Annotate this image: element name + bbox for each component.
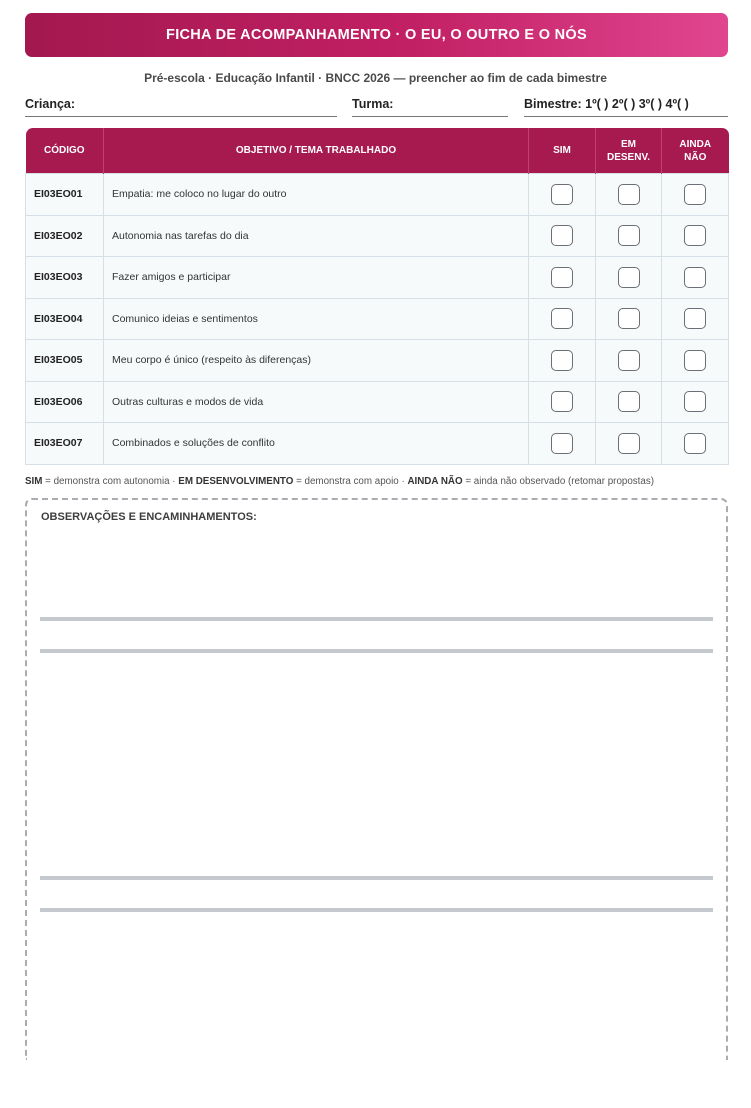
row-objective: Combinados e soluções de conflito [104,423,529,465]
row-code: EI03EO04 [26,298,104,340]
ainda-nao-cell [662,298,729,340]
sim-checkbox[interactable] [551,433,573,454]
ainda-nao-cell [662,340,729,382]
observations-box[interactable] [25,498,728,1060]
page-title-banner [25,13,728,57]
page-title: FICHA DE ACOMPANHAMENTO · O EU, O OUTRO E O NÓS [166,27,587,43]
legend [25,476,654,487]
ainda-nao-checkbox[interactable] [684,350,706,371]
ainda-nao-cell [662,215,729,257]
table-row [26,381,729,423]
em-desenv-cell [596,298,662,340]
em-desenv-checkbox[interactable] [618,225,640,246]
em-desenv-cell [596,340,662,382]
header-em-desenv [596,128,662,174]
legend-sim-text: = demonstra com autonomia · [42,476,179,487]
table-header-row [26,128,729,174]
ainda-nao-checkbox[interactable] [684,433,706,454]
sim-cell [529,381,596,423]
writing-line [40,876,713,880]
row-objective: Outras culturas e modos de vida [104,381,529,423]
header-objetivo: OBJETIVO / TEMA TRABALHADO [104,128,529,174]
em-desenv-checkbox[interactable] [618,267,640,288]
em-desenv-cell [596,215,662,257]
crianca-label: Criança: [25,97,76,111]
row-objective: Meu corpo é único (respeito às diferenças) [104,340,529,382]
ainda-nao-cell [662,174,729,216]
legend-nao-label: AINDA NÃO [407,476,463,487]
ainda-nao-checkbox[interactable] [684,391,706,412]
ainda-nao-cell [662,423,729,465]
ainda-nao-checkbox[interactable] [684,225,706,246]
writing-line [40,649,713,653]
legend-sim-label: SIM [25,476,43,487]
ainda-nao-cell [662,381,729,423]
row-objective: Comunico ideias e sentimentos [104,298,529,340]
ainda-nao-checkbox[interactable] [684,267,706,288]
em-desenv-cell [596,423,662,465]
row-code: EI03EO03 [26,257,104,299]
sim-cell [529,298,596,340]
sim-cell [529,340,596,382]
ainda-nao-checkbox[interactable] [684,308,706,329]
bimestre-field[interactable] [524,96,728,117]
sim-cell [529,174,596,216]
writing-line [40,908,713,912]
em-desenv-checkbox[interactable] [618,308,640,329]
em-desenv-checkbox[interactable] [618,350,640,371]
row-code: EI03EO06 [26,381,104,423]
sim-cell [529,423,596,465]
header-ainda-nao-line2: NÃO [684,151,707,163]
header-codigo: CÓDIGO [26,128,104,174]
row-objective: Autonomia nas tarefas do dia [104,215,529,257]
sim-checkbox[interactable] [551,225,573,246]
em-desenv-cell [596,257,662,299]
table-row [26,257,729,299]
header-sim: SIM [529,128,596,174]
em-desenv-checkbox[interactable] [618,184,640,205]
legend-em-text: = demonstra com apoio · [293,476,408,487]
sim-checkbox[interactable] [551,267,573,288]
table-row [26,423,729,465]
sim-checkbox[interactable] [551,184,573,205]
ainda-nao-checkbox[interactable] [684,184,706,205]
header-ainda-nao-line1: AINDA [679,138,712,150]
row-objective: Fazer amigos e participar [104,257,529,299]
header-em-desenv-line2: DESENV. [607,151,650,163]
turma-field[interactable] [352,96,508,117]
row-code: EI03EO01 [26,174,104,216]
header-em-desenv-line1: EM [621,138,636,150]
turma-label: Turma: [352,97,394,111]
sim-checkbox[interactable] [551,350,573,371]
table-row [26,215,729,257]
table-row [26,340,729,382]
crianca-field[interactable] [25,96,337,117]
sim-cell [529,257,596,299]
header-ainda-nao [662,128,729,174]
em-desenv-checkbox[interactable] [618,433,640,454]
objectives-table [25,128,729,465]
em-desenv-checkbox[interactable] [618,391,640,412]
sim-checkbox[interactable] [551,308,573,329]
row-objective: Empatia: me coloco no lugar do outro [104,174,529,216]
writing-line [40,617,713,621]
table-row [26,174,729,216]
legend-nao-text: = ainda não observado (retomar propostas) [462,476,655,487]
page-subtitle: Pré-escola · Educação Infantil · BNCC 2026 — preencher ao fim de cada bimestre [144,71,607,85]
em-desenv-cell [596,381,662,423]
sim-checkbox[interactable] [551,391,573,412]
em-desenv-cell [596,174,662,216]
row-code: EI03EO07 [26,423,104,465]
legend-em-label: EM DESENVOLVIMENTO [178,476,294,487]
row-code: EI03EO05 [26,340,104,382]
sim-cell [529,215,596,257]
bimestre-label: Bimestre: 1º( ) 2º( ) 3º( ) 4º( ) [524,97,689,111]
row-code: EI03EO02 [26,215,104,257]
table-row [26,298,729,340]
observations-title: OBSERVAÇÕES E ENCAMINHAMENTOS: [41,511,257,523]
ainda-nao-cell [662,257,729,299]
